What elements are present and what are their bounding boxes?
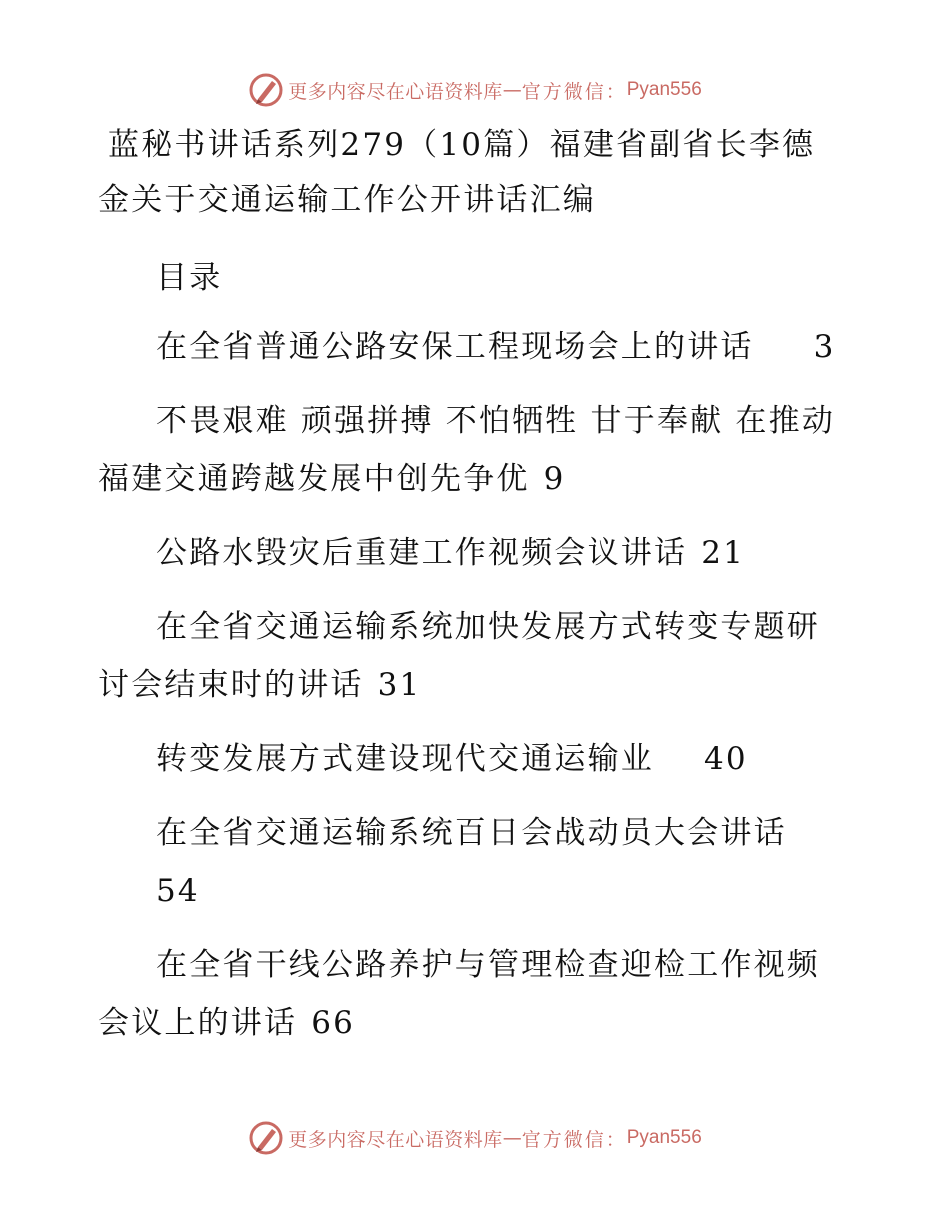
toc-item-page: 66 [311,1005,356,1041]
toc-item-title: 转变发展方式建设现代交通运输业 [156,741,654,777]
toc-item-page: 21 [701,535,746,571]
toc-item-page: 54 [156,873,200,909]
header-banner [0,70,950,110]
toc-item[interactable] [98,318,838,376]
footer-banner [0,1118,950,1158]
banner-separator: — [502,1127,522,1149]
toc-item-page: 31 [377,667,422,703]
toc-item-title: 在全省干线公路养护与管理检查迎检工作视频会议上的讲话 [98,947,820,1041]
toc-item-title: 在全省交通运输系统百日会战动员大会讲话 [156,815,787,851]
banner-label: 官方微信： [521,1128,627,1151]
document-body [98,118,838,1052]
banner-main-text: 更多内容尽在心语资料库 [288,80,503,103]
banner-wechat-id: Pyan556 [626,1127,702,1148]
toc-item-title: 在全省交通运输系统加快发展方式转变专题研讨会结束时的讲话 [98,609,820,703]
toc-item-title: 公路水毁灾后重建工作视频会议讲话 [156,535,688,571]
toc-item-page: 3 [813,329,836,365]
banner-separator: — [502,79,522,101]
toc-item[interactable] [98,804,838,920]
document-title: 蓝秘书讲话系列279（10篇）福建省副省长李德金关于交通运输工作公开讲话汇编 [98,127,816,218]
toc-item-page: 9 [543,461,566,497]
toc-item[interactable] [98,936,838,1052]
toc-item[interactable] [98,392,838,508]
toc-list [98,318,838,1052]
toc-item-page: 40 [704,741,748,777]
toc-item-title: 在全省普通公路安保工程现场会上的讲话 [156,329,754,365]
toc-heading: 目录 [156,260,223,296]
toc-item[interactable] [98,524,838,582]
banner-wechat-id: Pyan556 [626,79,702,100]
toc-item[interactable] [98,730,838,788]
pen-logo-icon [248,72,284,108]
banner-label: 官方微信： [521,80,627,103]
toc-item[interactable] [98,598,838,714]
banner-main-text: 更多内容尽在心语资料库 [288,1128,503,1151]
toc-item-title: 不畏艰难 顽强拼搏 不怕牺牲 甘于奉献 在推动福建交通跨越发展中创先争优 [98,403,836,497]
pen-logo-icon [248,1120,284,1156]
